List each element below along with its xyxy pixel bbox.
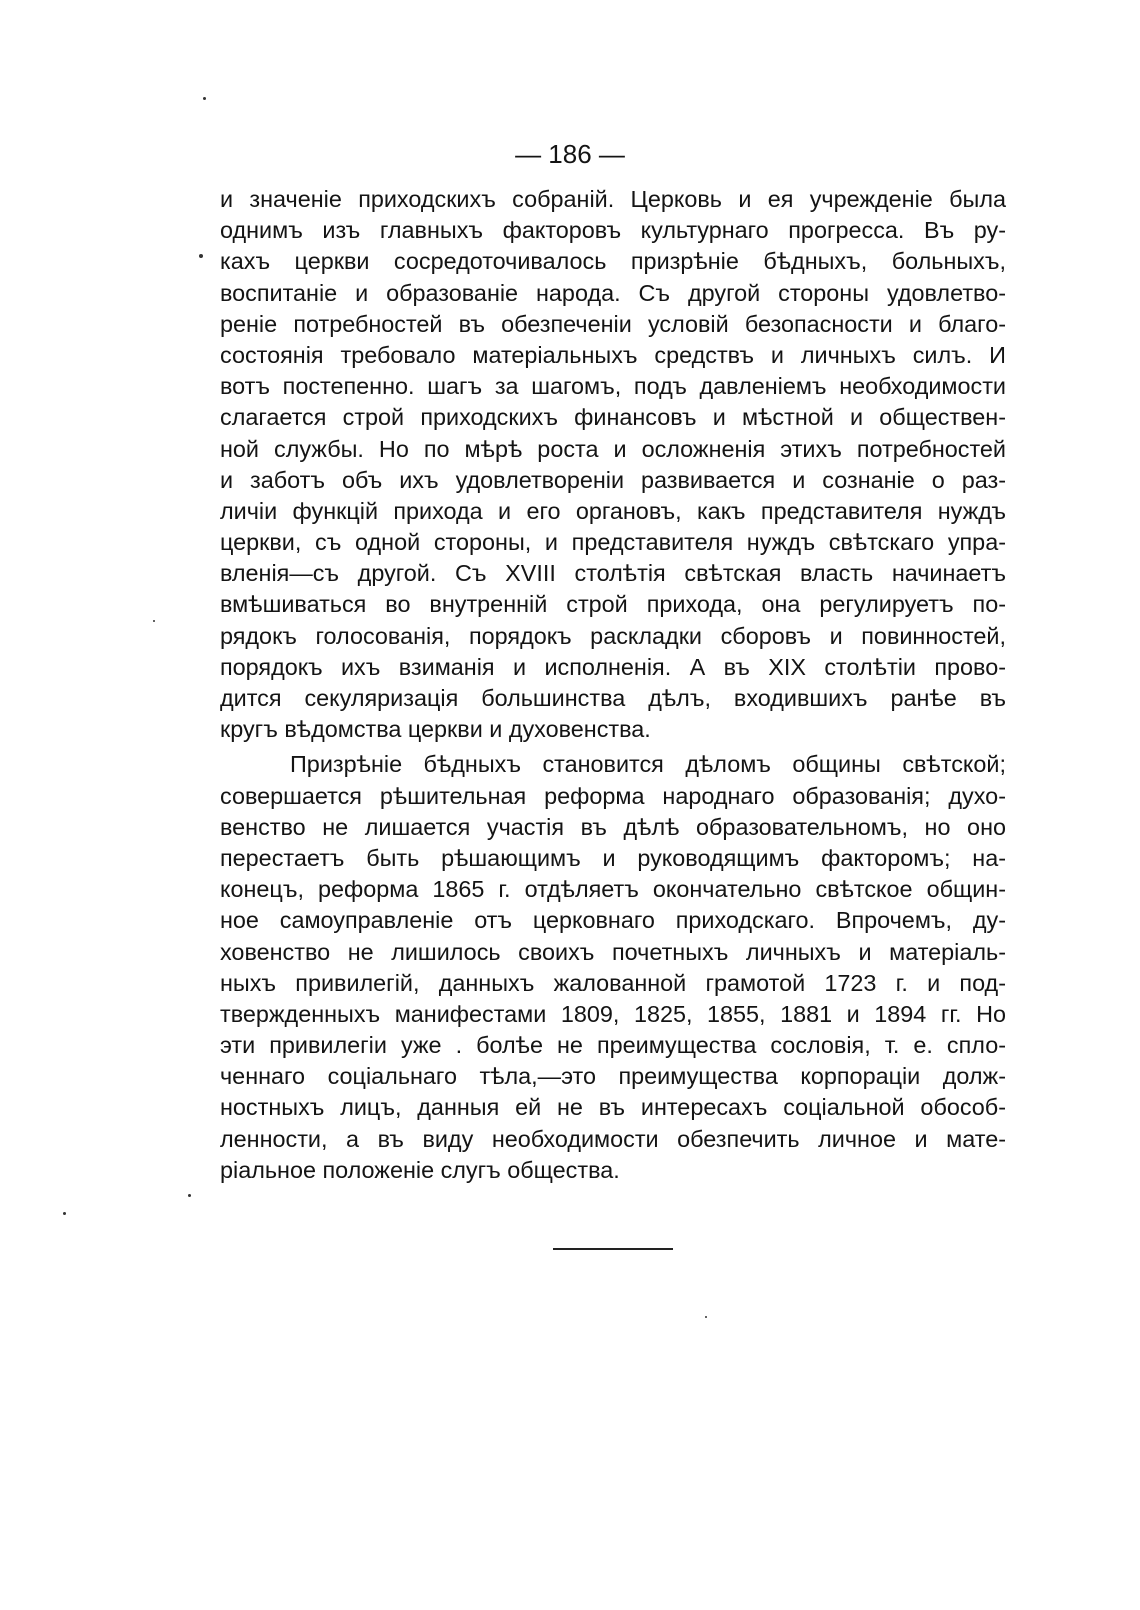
scan-speck — [705, 1316, 707, 1318]
text-line: ленности, а въ виду необходимости обезпечить личное и мате- — [220, 1125, 1006, 1152]
text-line: вмѣшиваться во внутренній строй прихода, она регулируетъ по- — [220, 591, 1006, 618]
text-line: ное самоуправленіе отъ церковнаго приходскаго. Впрочемъ, ду- — [220, 907, 1006, 934]
text-line: ныхъ привилегій, данныхъ жалованной грамотой 1723 г. и под- — [220, 969, 1006, 996]
scan-speck — [199, 254, 203, 258]
text-line: воспитаніе и образованіе народа. Съ другой стороны удовлетво- — [220, 279, 1006, 306]
text-line: порядокъ ихъ взиманія и исполненія. А въ XIX столѣтіи прово- — [220, 653, 1006, 680]
paragraph-1 — [220, 184, 1006, 745]
text-line: ностныхъ лицъ, данныя ей не въ интересахъ соціальной обособ- — [220, 1094, 1006, 1121]
text-line: совершается рѣшительная реформа народнаго образованія; духо- — [220, 782, 1006, 809]
page-number: — 186 — — [515, 139, 625, 169]
text-line: реніе потребностей въ обезпеченіи условій безопасности и благо- — [220, 310, 1006, 337]
text-line: слагается строй приходскихъ финансовъ и мѣстной и обществен- — [220, 404, 1006, 431]
text-line: венство не лишается участія въ дѣлѣ образовательномъ, но оно — [220, 813, 1006, 840]
paragraph-2 — [220, 749, 1006, 1186]
text-line: эти привилегіи уже . болѣе не преимущества сословія, т. е. спло- — [220, 1032, 1006, 1059]
text-line: вотъ постепенно. шагъ за шагомъ, подъ давленіемъ необходимости — [220, 373, 1006, 400]
text-line: ной службы. Но по мѣрѣ роста и осложненія этихъ потребностей — [220, 435, 1006, 462]
text-line: кахъ церкви сосредоточивалось призрѣніе бѣдныхъ, больныхъ, — [220, 248, 1006, 275]
scan-speck — [63, 1212, 66, 1215]
text-line: твержденныхъ манифестами 1809, 1825, 1855, 1881 и 1894 гг. Но — [220, 1000, 1006, 1027]
body-text — [220, 184, 1006, 1186]
text-line: ченнаго соціальнаго тѣла,—это преимущества корпораціи долж- — [220, 1063, 1006, 1090]
text-line: личіи функцій прихода и его органовъ, какъ представителя нуждъ — [220, 497, 1006, 524]
text-line: дится секуляризація большинства дѣлъ, входившихъ ранѣе въ — [220, 685, 1006, 711]
text-line: церкви, съ одной стороны, и представителя нуждъ свѣтскаго упра- — [220, 529, 1006, 556]
text-line: и значеніе приходскихъ собраній. Церковь и ея учрежденіе была — [220, 186, 1006, 212]
text-line: рядокъ голосованія, порядокъ раскладки сборовъ и повинностей, — [220, 622, 1006, 649]
text-line: ріальное положеніе слугъ общества. — [220, 1156, 620, 1183]
text-line: ховенство не лишилось своихъ почетныхъ личныхъ и матеріаль- — [220, 938, 1006, 965]
text-line: перестаетъ быть рѣшающимъ и руководящимъ факторомъ; на- — [220, 844, 1006, 871]
text-line: состоянія требовало матеріальныхъ средствъ и личныхъ силъ. И — [220, 341, 1006, 368]
text-line: кругъ вѣдомства церкви и духовенства. — [220, 716, 651, 743]
text-line: и заботъ объ ихъ удовлетвореніи развивается и сознаніе о раз- — [220, 466, 1006, 493]
scan-speck — [188, 1194, 191, 1197]
scan-speck — [153, 620, 155, 622]
text-line: вленія—съ другой. Съ XVIII столѣтія свѣтская власть начинаетъ — [220, 560, 1006, 587]
end-rule-divider — [553, 1248, 673, 1250]
text-line: Призрѣніе бѣдныхъ становится дѣломъ общины свѣтской; — [290, 751, 1006, 778]
scan-speck — [203, 97, 206, 100]
text-line: однимъ изъ главныхъ факторовъ культурнаго прогресса. Въ ру- — [220, 217, 1006, 244]
text-line: конецъ, реформа 1865 г. отдѣляетъ окончательно свѣтское общин- — [220, 876, 1006, 903]
